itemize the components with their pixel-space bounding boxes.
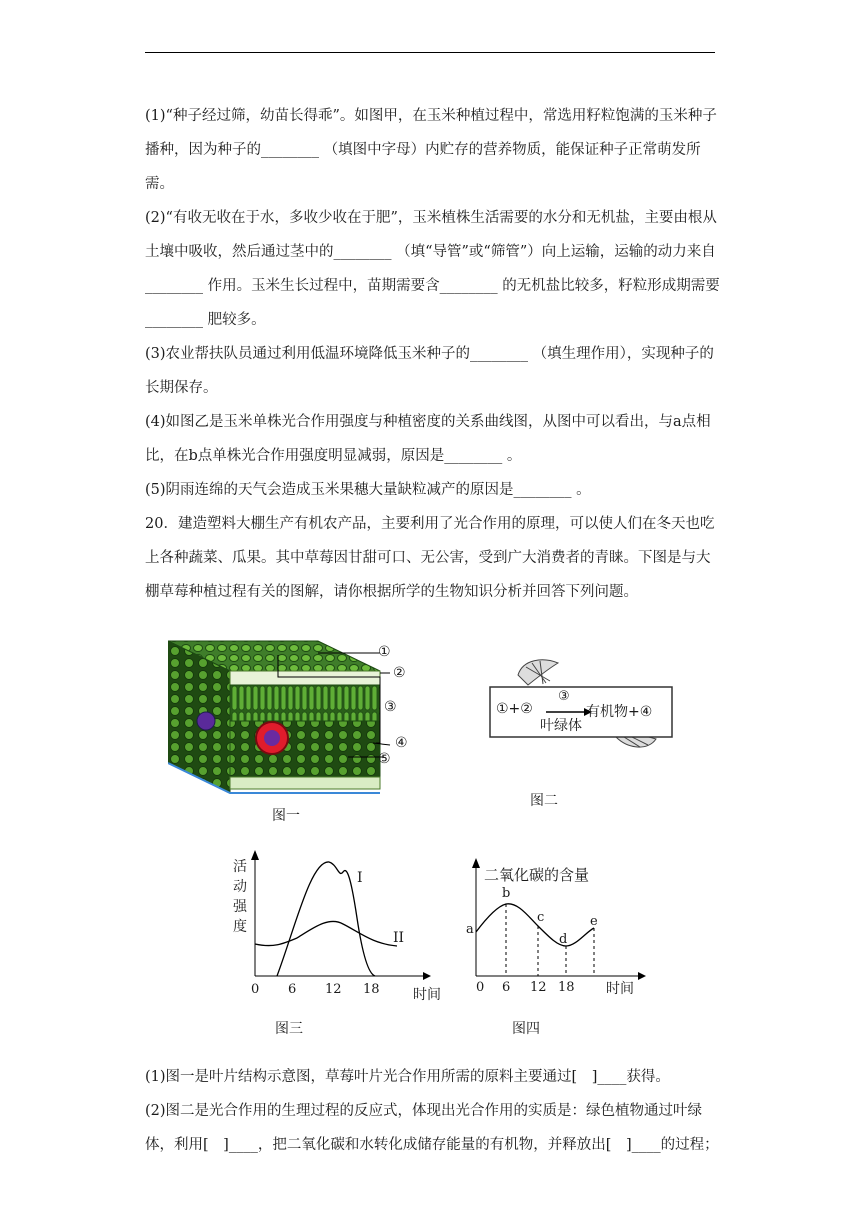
paragraph-q4: (4)如图乙是玉米单株光合作用强度与种植密度的关系曲线图，从图中可以看出，与a点相比，在b点单株光合作用强度明显减弱，原因是________ 。 [145,414,711,464]
fig2-arrow-bottom: 叶绿体 [540,718,582,734]
figure-3-activity-chart [225,848,450,1008]
fig4-xtick-18: 18 [558,980,575,995]
fig2-equation-left: ①+② [496,701,533,717]
fig3-ylabel-3: 强 [233,899,247,915]
question-20-1: (1)图一是叶片结构示意图，草莓叶片光合作用所需的原料主要通过[ ]____获得。 [145,1069,670,1085]
fig4-xtick-6: 6 [502,980,511,995]
co2-curve [476,904,594,946]
fig4-xtick-0: 0 [476,980,485,995]
fig3-xtick-18: 18 [363,982,380,997]
fig3-xtick-6: 6 [288,982,297,997]
fig4-caption: 图四 [512,1021,540,1037]
fig3-series-label-II: II [393,930,405,946]
figure-2-equation [488,657,674,753]
paragraph-block-top [145,99,720,609]
fig1-label-5: ⑤ [378,751,391,767]
paragraph-q2: (2)“有收无收在于水，多收少收在于肥”，玉米植株生活需要的水分和无机盐，主要由根从土壤中吸收，然后通过茎中的________ （填“导管”或“筛管”）向上运输，运输的动力来自________ 作用。玉米生长过程中，苗期需要含________ 的无机盐比较多，籽粒形成期需要________ 肥较多。 [145,210,720,328]
paragraph-q1: (1)“种子经过筛，幼苗长得乖”。如图甲，在玉米种植过程中，常选用籽粒饱满的玉米种子播种，因为种子的________ （填图中字母）内贮存的营养物质，能保证种子正常萌发所需。 [145,108,717,192]
fig3-series-label-I: I [357,870,363,886]
fig3-caption: 图三 [275,1021,303,1037]
paragraph-block-bottom [145,1060,720,1162]
paragraph-q5: (5)阴雨连绵的天气会造成玉米果穗大量缺粒减产的原因是________ 。 [145,482,591,498]
fig3-xlabel: 时间 [413,987,441,1003]
fig3-xtick-0: 0 [251,982,260,997]
fig4-point-d: d [559,932,568,947]
fig3-ylabel-2: 动 [233,879,247,895]
fig4-point-b: b [502,886,511,901]
fig1-label-2: ② [393,665,406,681]
fig1-label-4: ④ [395,735,408,751]
question-20-2: (2)图二是光合作用的生理过程的反应式，体现出光合作用的实质是：绿色植物通过叶绿体，利用[ ]____，把二氧化碳和水转化成储存能量的有机物，并释放出[ ]____的过程； [145,1103,719,1153]
header-rule [145,52,715,53]
fig1-label-3: ③ [384,699,397,715]
figure-1-leaf-section [168,633,418,798]
curve-II [255,921,397,946]
fig1-caption: 图一 [272,808,300,824]
fig1-label-1: ① [378,644,391,660]
fig3-ylabel-1: 活 [233,859,247,875]
figure-4-co2-chart [462,858,652,1008]
fig4-ylabel: 二氧化碳的含量 [484,866,590,884]
fig4-point-e: e [590,914,598,929]
fig3-ylabel-4: 度 [233,919,247,935]
fig4-xlabel: 时间 [606,981,634,997]
fig4-point-a: a [466,922,474,937]
paragraph-q3: (3)农业帮扶队员通过利用低温环境降低玉米种子的________ （填生理作用），实现种子的长期保存。 [145,346,714,396]
fig4-point-c: c [537,910,545,925]
paragraph-problem-20: 20．建造塑料大棚生产有机农产品，主要利用了光合作用的原理，可以使人们在冬天也吃上各种蔬菜、瓜果。其中草莓因甘甜可口、无公害，受到广大消费者的青睐。下图是与大棚草莓种植过程有关的图解，请你根据所学的生物知识分析并回答下列问题。 [145,516,715,600]
fig4-xtick-12: 12 [530,980,547,995]
fig2-arrow-top: ③ [558,689,570,704]
fig3-xtick-12: 12 [325,982,342,997]
fig2-caption: 图二 [530,793,558,809]
fig2-equation-right: 有机物+④ [586,704,653,720]
